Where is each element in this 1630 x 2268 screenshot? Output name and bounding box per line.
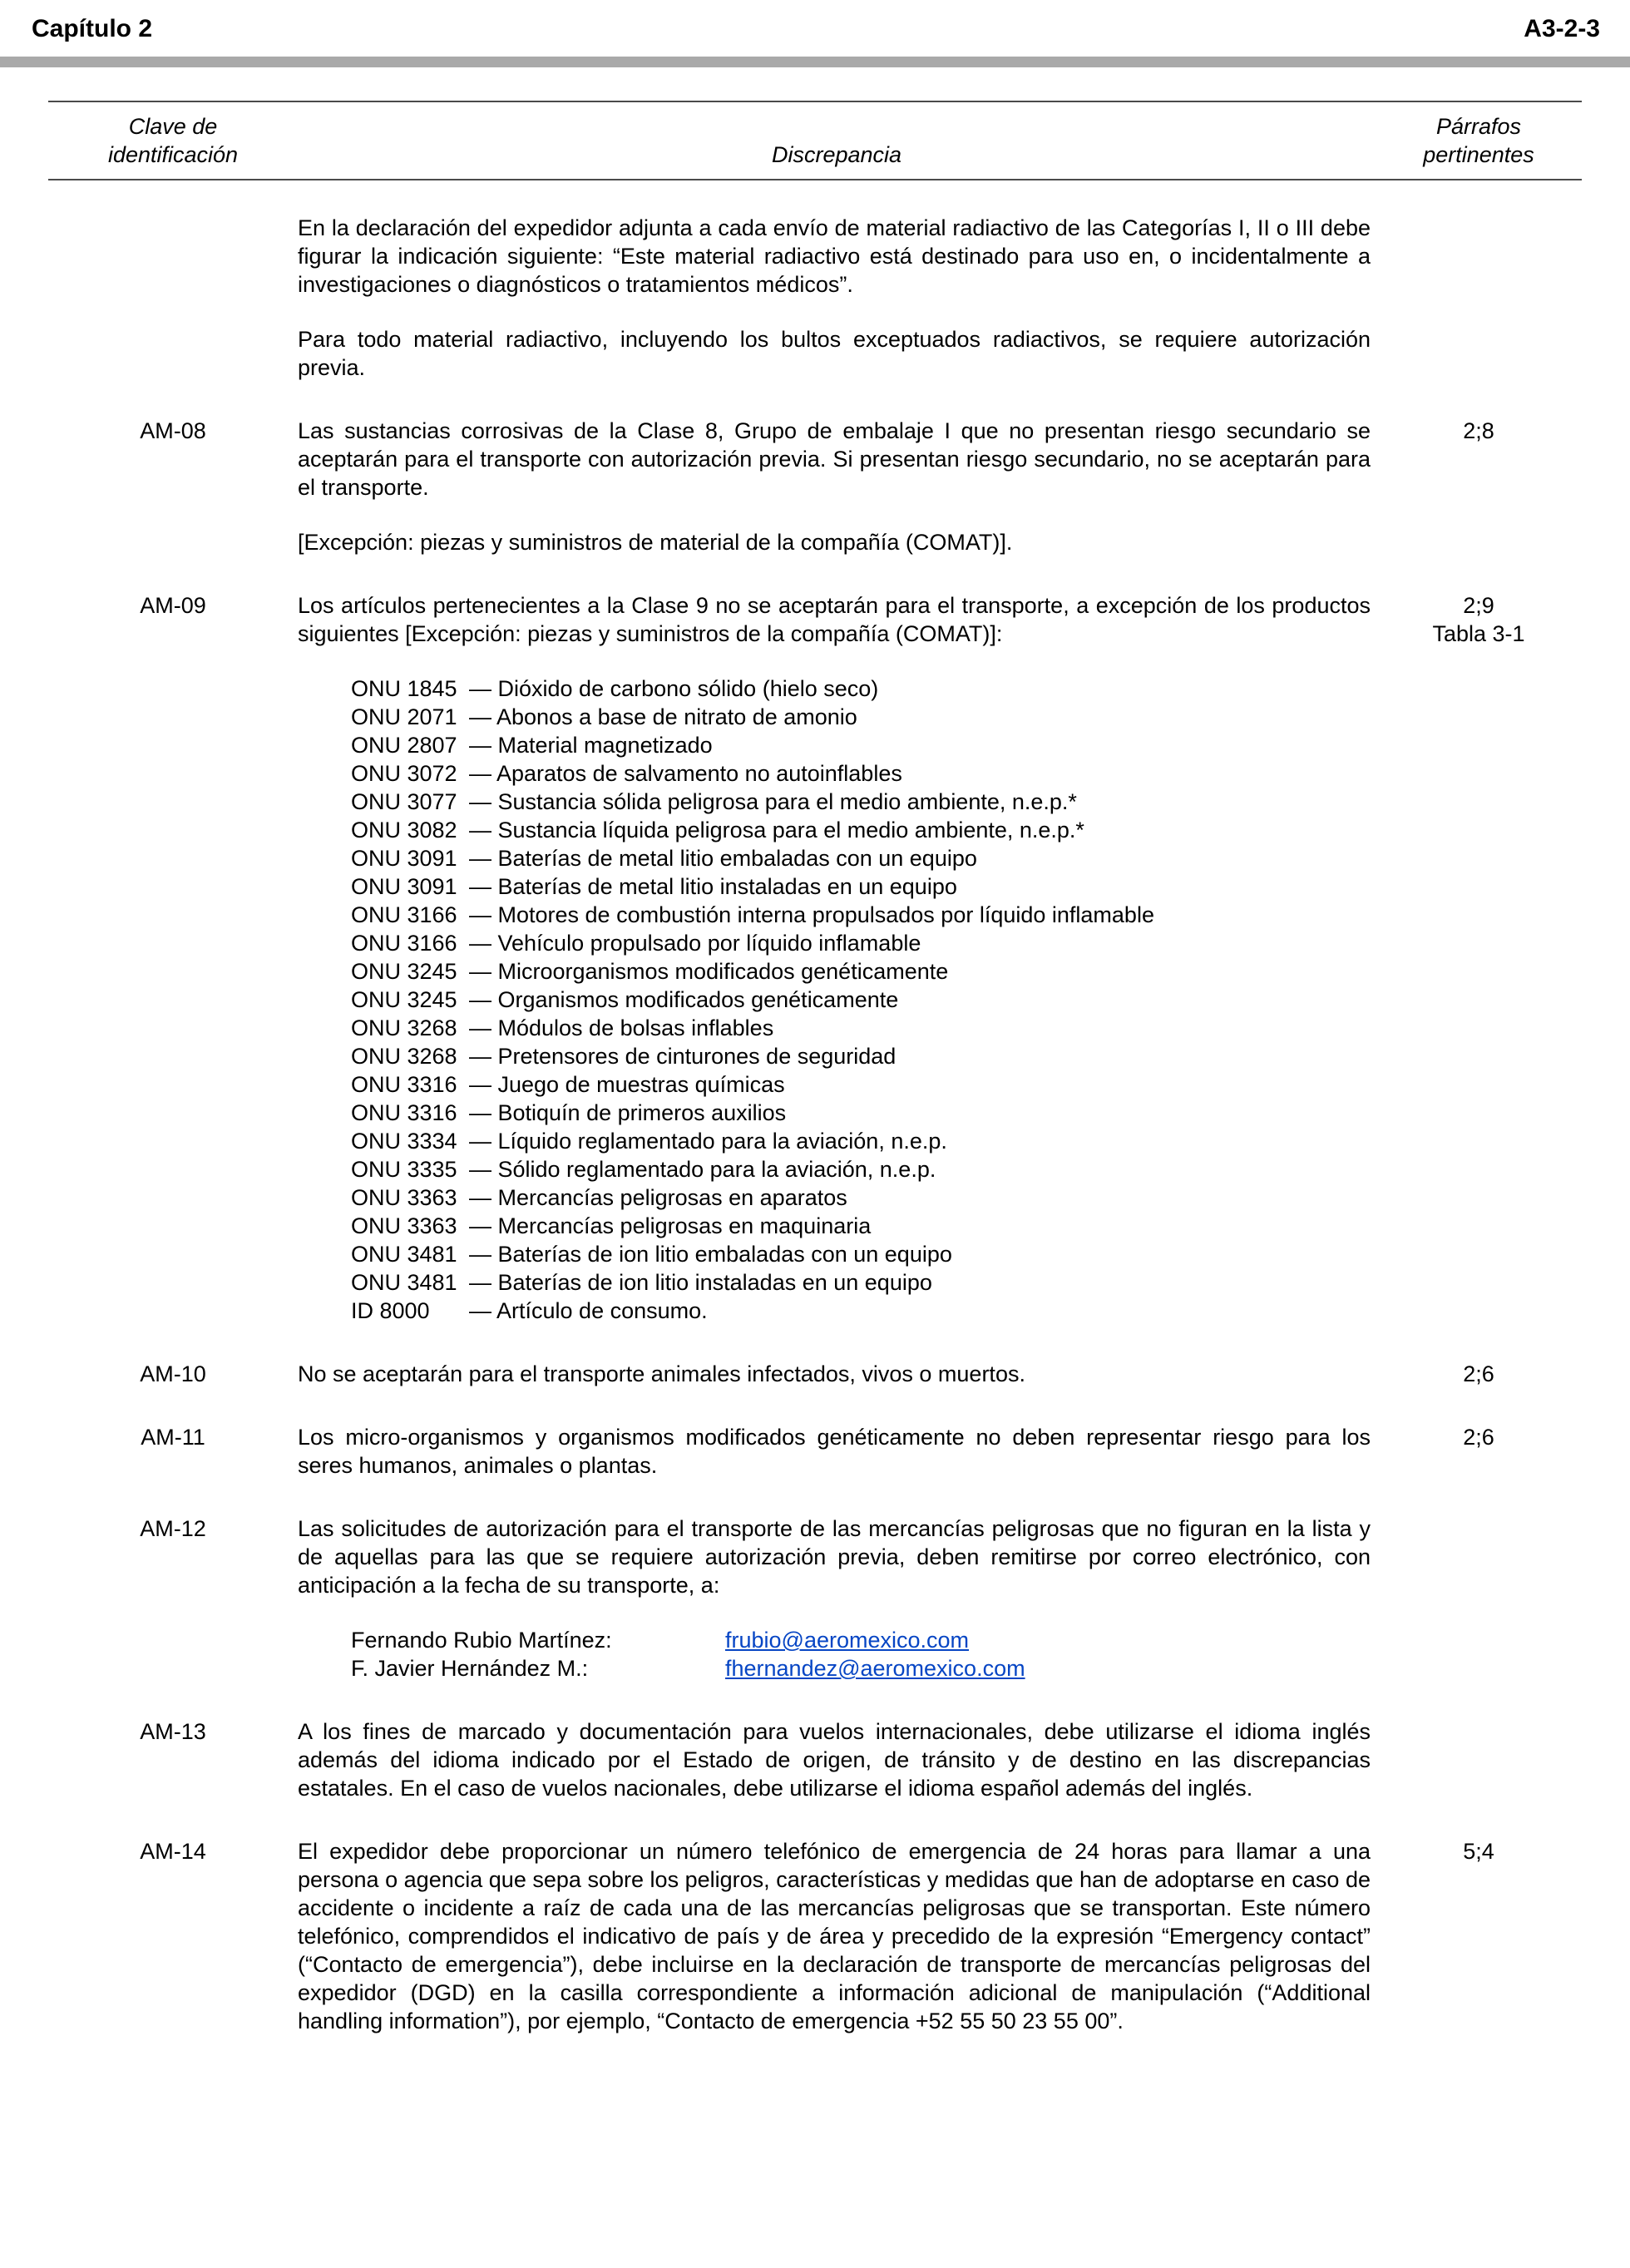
substance-name: — Vehículo propulsado por líquido inflamable <box>469 931 921 956</box>
un-number: ONU 3245 <box>351 959 457 984</box>
running-header <box>0 15 1630 43</box>
list-item <box>351 788 1371 816</box>
list-item <box>351 872 1371 901</box>
un-number: ONU 3082 <box>351 818 457 842</box>
substance-name: — Líquido reglamentado para la aviación, n.e.p. <box>469 1129 947 1154</box>
contact-name: F. Javier Hernández M.: <box>351 1656 589 1681</box>
discrepancy-paragraph: Para todo material radiactivo, incluyendo los bultos exceptuados radiactivos, se requiere autorización previa. <box>298 327 1371 380</box>
list-item <box>351 1240 1371 1268</box>
un-number: ONU 3316 <box>351 1072 457 1097</box>
pertinent-paragraphs-cell <box>1376 1717 1582 1802</box>
substance-name: — Baterías de ion litio embaladas con un equipo <box>469 1242 952 1267</box>
col-header-parrafos-line1: Párrafos <box>1435 114 1522 139</box>
table-body <box>48 214 1582 2035</box>
header-rule-band <box>0 57 1630 67</box>
pertinent-paragraphs-cell <box>1376 1423 1582 1480</box>
discrepancy-cell <box>298 1717 1376 1802</box>
substance-name: — Baterías de metal litio instaladas en un equipo <box>469 874 957 899</box>
discrepancy-cell <box>298 1514 1376 1682</box>
row-key: AM-10 <box>140 1361 206 1386</box>
list-item <box>351 929 1371 957</box>
pertinent-paragraph-ref: 2;6 <box>1463 1425 1494 1450</box>
list-item <box>351 731 1371 759</box>
list-item <box>351 674 1371 703</box>
substance-name: — Material magnetizado <box>469 733 713 758</box>
col-header-parrafos-line2: pertinentes <box>1423 142 1534 167</box>
discrepancy-paragraph: No se aceptarán para el transporte animales infectados, vivos o muertos. <box>298 1361 1025 1386</box>
table-row <box>48 1717 1582 1802</box>
pertinent-paragraphs-cell <box>1376 591 1582 1325</box>
un-number: ONU 1845 <box>351 676 457 701</box>
discrepancy-cell <box>298 1360 1376 1388</box>
substance-name: — Mercancías peligrosas en aparatos <box>469 1185 847 1210</box>
row-key: AM-13 <box>140 1719 206 1744</box>
list-item <box>351 1070 1371 1099</box>
un-number: ONU 3166 <box>351 902 457 927</box>
un-number: ONU 3091 <box>351 874 457 899</box>
discrepancy-cell <box>298 1423 1376 1480</box>
pertinent-paragraph-ref: 2;6 <box>1463 1361 1494 1386</box>
substance-name: — Abonos a base de nitrato de amonio <box>469 704 857 729</box>
table-row <box>48 214 1582 382</box>
discrepancy-cell <box>298 417 1376 556</box>
row-key: AM-14 <box>140 1839 206 1864</box>
substance-name: — Dióxido de carbono sólido (hielo seco) <box>469 676 879 701</box>
un-number: ONU 3481 <box>351 1270 457 1295</box>
substance-name: — Baterías de metal litio embaladas con un equipo <box>469 846 977 871</box>
list-item <box>351 816 1371 844</box>
substance-name: — Mercancías peligrosas en maquinaria <box>469 1213 872 1238</box>
pertinent-paragraphs-cell <box>1376 214 1582 382</box>
substance-name: — Módulos de bolsas inflables <box>469 1015 774 1040</box>
contact-row <box>351 1654 1371 1682</box>
pertinent-paragraph-ref: 2;9 <box>1463 593 1494 618</box>
list-item <box>351 986 1371 1014</box>
list-item <box>351 1212 1371 1240</box>
row-key <box>48 214 298 382</box>
list-item <box>351 901 1371 929</box>
un-number: ONU 3316 <box>351 1100 457 1125</box>
substance-name: — Sustancia sólida peligrosa para el medio ambiente, n.e.p.* <box>469 789 1077 814</box>
list-item <box>351 759 1371 788</box>
table-row <box>48 1514 1582 1682</box>
contact-row <box>351 1626 1371 1654</box>
un-number: ONU 3072 <box>351 761 457 786</box>
substance-name: — Motores de combustión interna propulsados por líquido inflamable <box>469 902 1154 927</box>
row-key: AM-11 <box>141 1425 205 1450</box>
un-number: ONU 2071 <box>351 704 457 729</box>
pertinent-paragraphs-cell <box>1376 1514 1582 1682</box>
table-row <box>48 1837 1582 2035</box>
un-number: ONU 3091 <box>351 846 457 871</box>
row-key: AM-08 <box>140 418 206 443</box>
col-header-clave-line1: Clave de <box>128 114 218 139</box>
un-number: ONU 3268 <box>351 1044 457 1069</box>
pertinent-paragraph-ref: 5;4 <box>1463 1839 1494 1864</box>
pertinent-paragraphs-cell <box>1376 1360 1582 1388</box>
discrepancy-paragraph: A los fines de marcado y documentación para vuelos internacionales, debe utilizarse el idioma inglés además del idioma indicado por el Estado de origen, de tránsito y de destino en las discrepancias estatales. En el caso de vuelos nacionales, debe utilizarse el idioma español además del inglés. <box>298 1719 1371 1801</box>
un-number: ONU 3077 <box>351 789 457 814</box>
un-number: ONU 3335 <box>351 1157 457 1182</box>
substance-name: — Botiquín de primeros auxilios <box>469 1100 787 1125</box>
pertinent-paragraphs-cell <box>1376 417 1582 556</box>
col-header-clave-line2: identificación <box>107 142 239 167</box>
discrepancy-cell <box>298 1837 1376 2035</box>
table-row <box>48 417 1582 556</box>
list-item <box>351 1127 1371 1155</box>
page-number: A3-2-3 <box>1524 15 1600 42</box>
un-number: ONU 3363 <box>351 1213 457 1238</box>
un-number: ONU 2807 <box>351 733 457 758</box>
substance-name: — Organismos modificados genéticamente <box>469 987 899 1012</box>
un-number: ID 8000 <box>351 1298 430 1323</box>
discrepancy-paragraph: El expedidor debe proporcionar un número telefónico de emergencia de 24 horas para llamar a una persona o agencia que sepa sobre los peligros, características y medidas que han de adoptarse en caso de accidente o incidente a raíz de cada una de las mercancías peligrosas que se transportan. Este número telefónico, comprendidos el indicativo de país y de área y precedido de la expresión “Emergency contact” (“Contacto de emergencia”), debe incluirse en la declaración de transporte de mercancías peligrosas del expedidor (DGD) en la casilla correspondiente a información adicional de manipulación (“Additional handling information”), por ejemplo, “Contacto de emergencia +52 55 50 23 55 00”. <box>298 1839 1371 2033</box>
un-number: ONU 3245 <box>351 987 457 1012</box>
col-header-parrafos <box>1376 112 1582 169</box>
discrepancy-cell <box>298 214 1376 382</box>
substance-name: — Microorganismos modificados genéticamente <box>469 959 949 984</box>
discrepancy-paragraph: Las solicitudes de autorización para el transporte de las mercancías peligrosas que no figuran en la lista y de aquellas para las que se requiere autorización previa, deben remitirse por correo electrónico, con anticipación a la fecha de su transporte, a: <box>298 1516 1371 1598</box>
table-row <box>48 1360 1582 1388</box>
un-number: ONU 3481 <box>351 1242 457 1267</box>
table-row <box>48 1423 1582 1480</box>
table-header <box>48 101 1582 180</box>
discrepancy-paragraph: Los artículos pertenecientes a la Clase 9 no se aceptarán para el transporte, a excepción de los productos siguientes [Excepción: piezas y suministros de la compañía (COMAT)]: <box>298 593 1371 646</box>
discrepancy-paragraph: Las sustancias corrosivas de la Clase 8, Grupo de embalaje I que no presentan riesgo secundario se aceptarán para el transporte con autorización previa. Si presentan riesgo secundario, no se aceptarán para el transporte. <box>298 418 1371 500</box>
table-row <box>48 591 1582 1325</box>
row-key: AM-09 <box>140 593 206 618</box>
contact-name: Fernando Rubio Martínez: <box>351 1628 612 1653</box>
email-link[interactable]: fhernandez@aeromexico.com <box>725 1656 1025 1681</box>
un-number: ONU 3334 <box>351 1129 457 1154</box>
list-item <box>351 703 1371 731</box>
discrepancy-paragraph: [Excepción: piezas y suministros de material de la compañía (COMAT)]. <box>298 530 1013 555</box>
substance-name: — Artículo de consumo. <box>469 1298 708 1323</box>
col-header-discrepancia-label: Discrepancia <box>771 142 902 167</box>
discrepancy-paragraph: Los micro-organismos y organismos modificados genéticamente no deben representar riesgo para los seres humanos, animales o plantas. <box>298 1425 1371 1478</box>
chapter-title: Capítulo 2 <box>32 15 153 42</box>
discrepancy-paragraph: En la declaración del expedidor adjunta a cada envío de material radiactivo de las Categorías I, II o III debe figurar la indicación siguiente: “Este material radiactivo está destinado para uso en, o incidentalmente a investigaciones o diagnósticos o tratamientos médicos”. <box>298 215 1371 297</box>
substance-name: — Sólido reglamentado para la aviación, n.e.p. <box>469 1157 936 1182</box>
un-number: ONU 3268 <box>351 1015 457 1040</box>
list-item <box>351 1183 1371 1212</box>
list-item <box>351 957 1371 986</box>
un-number: ONU 3363 <box>351 1185 457 1210</box>
onu-list <box>298 674 1371 1325</box>
discrepancy-cell <box>298 591 1376 1325</box>
substance-name: — Juego de muestras químicas <box>469 1072 785 1097</box>
col-header-clave <box>48 112 298 169</box>
substance-name: — Sustancia líquida peligrosa para el medio ambiente, n.e.p.* <box>469 818 1084 842</box>
pertinent-paragraph-ref: Tabla 3-1 <box>1432 621 1525 646</box>
row-key: AM-12 <box>140 1516 206 1541</box>
substance-name: — Baterías de ion litio instaladas en un equipo <box>469 1270 932 1295</box>
un-number: ONU 3166 <box>351 931 457 956</box>
email-link[interactable]: frubio@aeromexico.com <box>725 1628 970 1653</box>
pertinent-paragraph-ref: 2;8 <box>1463 418 1494 443</box>
pertinent-paragraphs-cell <box>1376 1837 1582 2035</box>
list-item <box>351 844 1371 872</box>
list-item <box>351 1297 1371 1325</box>
list-item <box>351 1099 1371 1127</box>
contact-list <box>298 1626 1371 1682</box>
list-item <box>351 1268 1371 1297</box>
substance-name: — Aparatos de salvamento no autoinflables <box>469 761 902 786</box>
col-header-discrepancia <box>298 141 1376 169</box>
list-item <box>351 1155 1371 1183</box>
substance-name: — Pretensores de cinturones de seguridad <box>469 1044 896 1069</box>
list-item <box>351 1014 1371 1042</box>
list-item <box>351 1042 1371 1070</box>
